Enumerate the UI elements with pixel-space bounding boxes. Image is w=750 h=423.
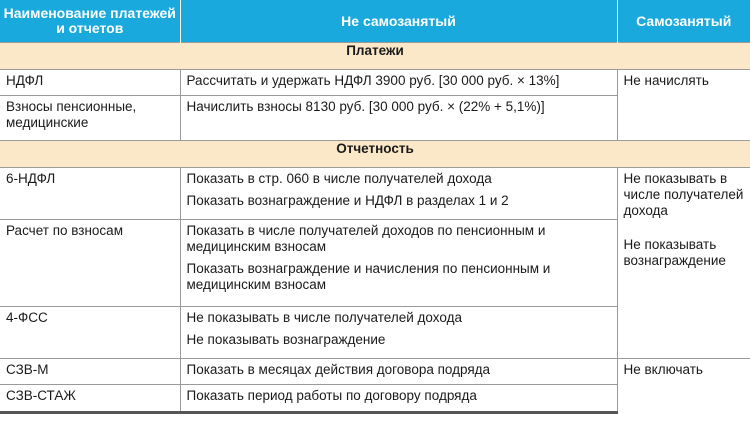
- row-desc-line: Показать в стр. 060 в числе получателей дохода: [186, 171, 492, 186]
- row-name: СЗВ-СТАЖ: [0, 385, 180, 413]
- header-self-employed: Самозанятый: [617, 0, 750, 43]
- row-name: Взносы пенсионные, медицинские: [0, 96, 180, 141]
- section-row-payments: [0, 43, 750, 70]
- row-desc: [180, 307, 617, 359]
- section-row-reports: [0, 141, 750, 168]
- section-title: Платежи: [0, 43, 750, 70]
- row-desc: [180, 220, 617, 307]
- section-title: Отчетность: [0, 141, 750, 168]
- row-desc: Показать в месяцах действия договора подряда: [180, 359, 617, 385]
- table-row: [0, 359, 750, 385]
- row-desc-line: Показать в числе получателей доходов по пенсионным и медицинским взносам: [186, 223, 546, 254]
- table-row: [0, 70, 750, 96]
- row-desc: Рассчитать и удержать НДФЛ 3900 руб. [30 000 руб. × 13%]: [180, 70, 617, 96]
- self-employed-cell: Не начислять: [617, 70, 750, 141]
- row-desc-line: Показать вознаграждение и начисления по пенсионным и медицинским взносам: [186, 261, 551, 292]
- row-desc: Показать период работы по договору подряда: [180, 385, 617, 413]
- row-desc: Начислить взносы 8130 руб. [30 000 руб. × (22% + 5,1%)]: [180, 96, 617, 141]
- row-name: НДФЛ: [0, 70, 180, 96]
- header-payments-reports: Наименование платежей и отчетов: [0, 0, 180, 43]
- self-employed-note: Не показывать вознаграждение: [623, 237, 726, 268]
- table-row: [0, 168, 750, 220]
- row-desc: [180, 168, 617, 220]
- row-desc-line: Показать вознаграждение и НДФЛ в разделах 1 и 2: [186, 193, 509, 208]
- row-name: СЗВ-М: [0, 359, 180, 385]
- row-desc-line: Не показывать вознаграждение: [186, 332, 386, 347]
- header-not-self-employed: Не самозанятый: [180, 0, 617, 43]
- self-employed-cell: Не включать: [617, 359, 750, 413]
- self-employed-note: Не показывать в числе получателей дохода: [623, 171, 744, 218]
- row-name: 4-ФСС: [0, 307, 180, 359]
- header-row: [0, 0, 750, 43]
- self-employed-cell: [617, 168, 750, 359]
- row-desc-line: Не показывать в числе получателей дохода: [186, 310, 462, 325]
- row-name: 6-НДФЛ: [0, 168, 180, 220]
- row-name: Расчет по взносам: [0, 220, 180, 307]
